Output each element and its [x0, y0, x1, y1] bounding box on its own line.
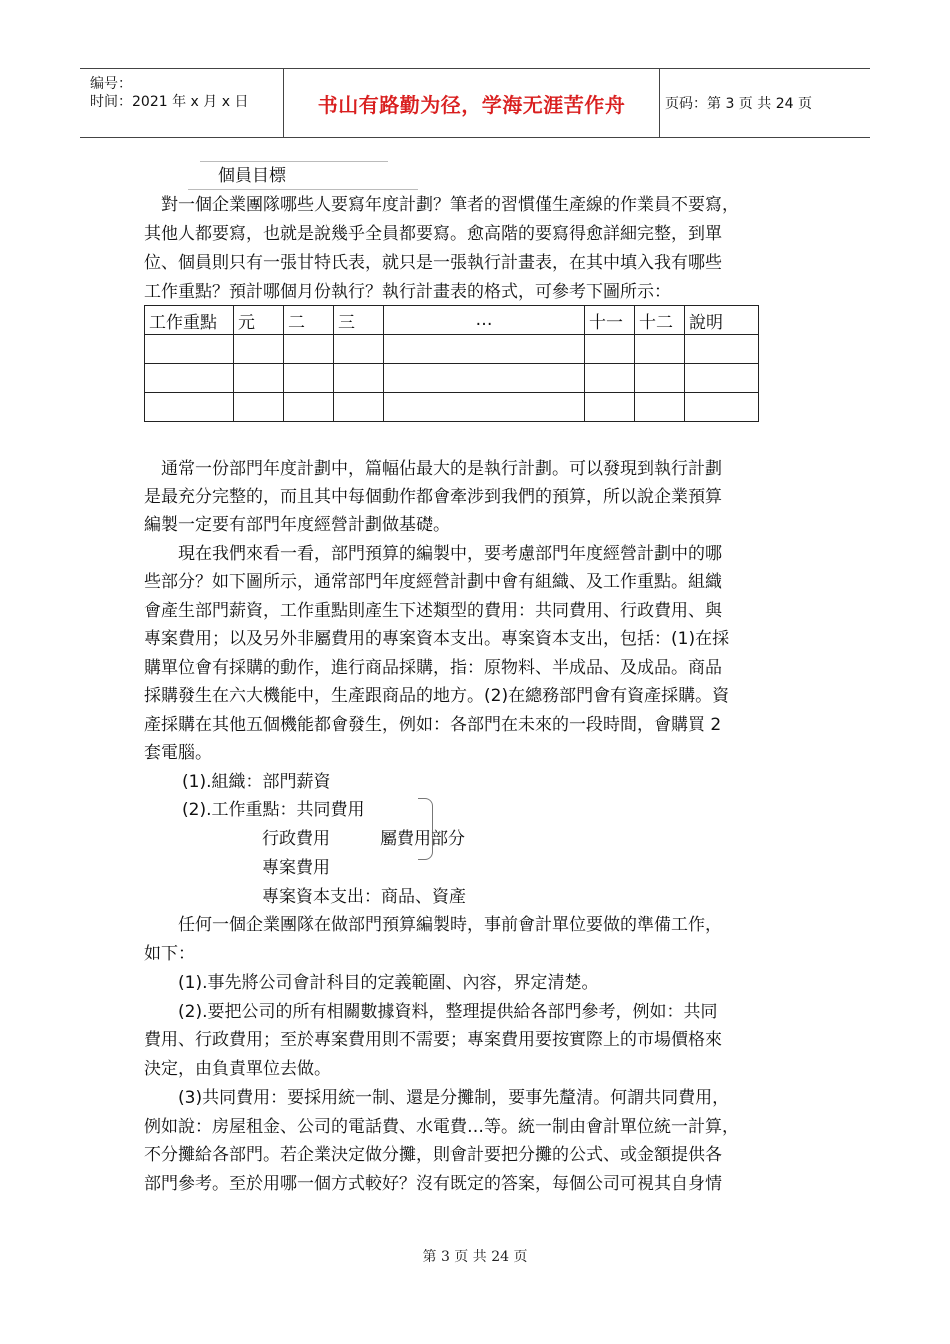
para2-line: 通常一份部門年度計劃中，篇幅佔最大的是執行計劃。可以發現到執行計劃	[144, 459, 722, 479]
para1-line: 對一個企業團隊哪些人要寫年度計劃？筆者的習慣僅生產線的作業員不要寫，	[144, 195, 739, 215]
prep-item-1: (1).事先將公司會計科目的定義範圍、內容，界定清楚。	[144, 973, 599, 993]
col-header: 十一	[585, 306, 635, 335]
col-header: …	[384, 306, 585, 335]
col-header: 說明	[685, 306, 759, 335]
table-header-row	[145, 306, 759, 335]
prep-item-2-line: 決定，由負責單位去做。	[144, 1059, 331, 1079]
para3-line: 會產生部門薪資，工作重點則產生下述類型的費用：共同費用、行政費用、與	[144, 601, 722, 621]
header-meta-cell	[80, 69, 283, 137]
prep-item-2-line: 費用、行政費用；至於專案費用則不需要；專案費用要按實際上的市場價格來	[144, 1030, 722, 1050]
para3-line: 些部分？如下圖所示，通常部門年度經營計劃中會有組織、及工作重點。組織	[144, 572, 722, 592]
para3-line: 專案費用；以及另外非屬費用的專案資本支出。專案資本支出，包括：(1)在採	[144, 629, 730, 649]
list-subitem: 專案費用	[262, 858, 330, 878]
prep-item-3-line: (3)共同費用：要採用統一制、還是分攤制，要事先釐清。何謂共同費用，	[144, 1088, 730, 1108]
para2-line: 編製一定要有部門年度經營計劃做基礎。	[144, 515, 450, 535]
col-header: 二	[284, 306, 334, 335]
heading-rule-bottom	[188, 189, 418, 190]
prep-item-2-line: (2).要把公司的所有相關數據資料，整理提供給各部門參考，例如：共同	[144, 1002, 718, 1022]
prep-item-3-line: 例如說：房屋租金、公司的電話費、水電費…等。統一制由會計單位統一計算，	[144, 1117, 739, 1137]
para3-line: 購單位會有採購的動作，進行商品採購，指：原物料、半成品、及成品。商品	[144, 658, 722, 678]
page-header	[80, 68, 870, 138]
table-row	[145, 393, 759, 422]
list-subitem: 行政費用	[262, 829, 330, 849]
list-note: 屬費用部分	[380, 829, 465, 849]
col-header: 三	[334, 306, 384, 335]
number-label: 编号：	[90, 76, 132, 92]
page-info: 页码：第 3 页 共 24 页	[665, 96, 812, 112]
prep-item-3-line: 部門參考。至於用哪一個方式較好？沒有既定的答案，每個公司可視其自身情	[144, 1174, 722, 1194]
header-motto-cell	[283, 69, 660, 137]
prep-item-3-line: 不分攤給各部門。若企業決定做分攤，則會計要把分攤的公式、或金額提供各	[144, 1145, 722, 1165]
motto: 书山有路勤为径，学海无涯苦作舟	[317, 93, 626, 117]
para3-line: 採購發生在六大機能中，生產跟商品的地方。(2)在總務部門會有資產採購。資	[144, 686, 730, 706]
table-row	[145, 335, 759, 364]
para4-line: 任何一個企業團隊在做部門預算編製時，事前會計單位要做的準備工作，	[144, 915, 722, 935]
col-header: 十二	[635, 306, 685, 335]
section-heading: 個員目標	[218, 166, 286, 186]
para3-line: 產採購在其他五個機能都會發生，例如：各部門在未來的一段時間，會購買 2	[144, 715, 722, 735]
list-item: (2).工作重點：共同費用	[182, 800, 365, 820]
para3-line: 套電腦。	[144, 743, 212, 763]
para1-line: 工作重點？預計哪個月份執行？執行計畫表的格式，可參考下圖所示：	[144, 282, 671, 302]
heading-rule-top	[200, 161, 388, 162]
para1-line: 位、個員則只有一張甘特氏表，就只是一張執行計畫表，在其中填入我有哪些	[144, 253, 722, 273]
col-header: 工作重點	[145, 306, 234, 335]
time-label: 时间：2021 年 x 月 x 日	[90, 94, 249, 110]
page-footer: 第 3 页 共 24 页	[422, 1249, 528, 1265]
header-page-cell	[659, 69, 870, 137]
table-row	[145, 364, 759, 393]
para4-line: 如下：	[144, 944, 195, 964]
para1-line: 其他人都要寫，也就是說幾乎全員都要寫。愈高階的要寫得愈詳細完整，到單	[144, 224, 722, 244]
col-header: 元	[234, 306, 284, 335]
para3-line: 現在我們來看一看，部門預算的編製中，要考慮部門年度經營計劃中的哪	[144, 544, 722, 564]
list-subitem: 專案資本支出：商品、資產	[262, 887, 466, 907]
list-item: (1).組織：部門薪資	[182, 772, 331, 792]
execution-plan-table	[144, 305, 759, 422]
para2-line: 是最充分完整的，而且其中每個動作都會牽涉到我們的預算，所以說企業預算	[144, 487, 722, 507]
